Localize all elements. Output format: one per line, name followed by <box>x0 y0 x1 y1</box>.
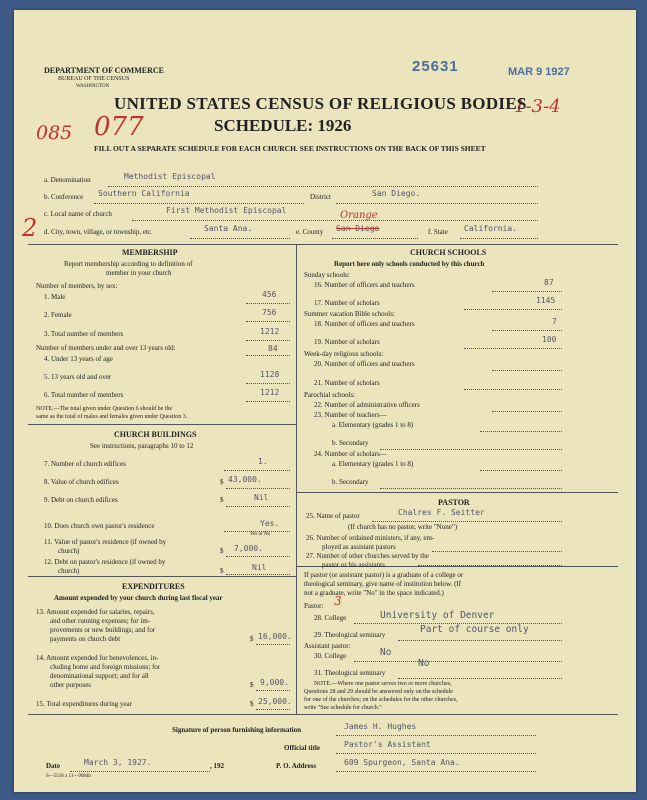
expenditures-intro: Amount expended by your church during last fiscal year <box>54 594 223 602</box>
running-expenses-label-4: payments on church debt <box>50 635 121 643</box>
conference-line <box>94 203 304 204</box>
assistant-college-label: 30. College <box>314 652 347 660</box>
benevolences-line <box>256 690 290 691</box>
by-sex-heading: Number of members, by sex: <box>36 282 118 290</box>
handwritten-code-2: 077 <box>94 112 144 142</box>
parochial-teachers-secondary-label: b. Secondary <box>332 439 369 447</box>
pastor-name-label: 25. Name of pastor <box>306 512 360 520</box>
signature-label: Signature of person furnishing information <box>172 726 301 734</box>
over-13-label: 5. 13 years old and over <box>44 373 112 381</box>
total-expenditures-label: 15. Total expenditures during year <box>36 700 132 708</box>
edifices-value-currency: $ <box>220 478 224 486</box>
parochial-teachers-secondary-line <box>380 449 562 450</box>
membership-note-1: NOTE.—The total given under Question 6 should be the <box>36 406 173 412</box>
pastor-note-4: write "See schedule for church." <box>304 705 382 711</box>
church-name-label: c. Local name of church <box>44 210 112 218</box>
edifices-count-value[interactable]: 1. <box>258 457 268 466</box>
pastor-name-line <box>372 521 562 522</box>
parochial-officers-label: 22. Number of administrative officers <box>314 401 420 409</box>
parochial-scholars-elementary-line <box>480 470 562 471</box>
running-expenses-line <box>256 644 290 645</box>
conference-value[interactable]: Southern California <box>98 189 190 198</box>
total-members-line <box>246 340 290 341</box>
residence-value-line <box>226 556 290 557</box>
assistant-ministers-line <box>432 551 562 552</box>
denomination-value[interactable]: Methodist Episcopal <box>124 172 216 181</box>
schools-bottom-rule <box>296 492 618 493</box>
county-label: e. County <box>296 228 324 236</box>
male-label: 1. Male <box>44 293 66 301</box>
assistant-seminary-value[interactable]: No <box>418 658 430 669</box>
under-13-label: 4. Under 13 years of age <box>44 355 113 363</box>
church-name-line <box>132 220 538 221</box>
other-churches-label-1: 27. Number of other churches served by the <box>306 552 429 560</box>
benevolences-label-3: denominational support; and for all <box>50 672 149 680</box>
parochial-teachers-elementary-label: a. Elementary (grades 1 to 8) <box>332 421 414 429</box>
edifices-debt-value[interactable]: Nil <box>254 493 269 502</box>
running-expenses-label-3: provements or new buildings; and for <box>50 626 156 634</box>
form-title: UNITED STATES CENSUS OF RELIGIOUS BODIES <box>114 94 527 113</box>
weekday-officers-label: 20. Number of officers and teachers <box>314 360 415 368</box>
weekday-scholars-label: 21. Number of scholars <box>314 379 380 387</box>
graduate-instructions-1: If pastor (or assistant pastor) is a graduate of a college or <box>304 571 464 579</box>
denomination-label: a. Denomination <box>44 176 91 184</box>
census-schedule-form <box>14 10 636 792</box>
pastor-seminary-label: 29. Theological seminary <box>314 631 386 639</box>
total-members-2-value[interactable]: 1212 <box>260 388 280 397</box>
assistant-college-line <box>354 661 562 662</box>
pastor-seminary-value[interactable]: Part of course only <box>420 624 529 635</box>
parochial-scholars-label: 24. Number of scholars— <box>314 450 387 458</box>
pastor-note-2: Questions 28 and 29 should be answered only on the schedule <box>304 689 453 695</box>
other-churches-label-2: pastor or his assistants <box>322 561 385 569</box>
handwritten-code: 085 <box>36 122 73 144</box>
over-13-line <box>246 383 290 384</box>
handwritten-margin-mark: 2 <box>22 214 38 242</box>
membership-intro-2: member in your church <box>106 269 172 277</box>
parochial-teachers-label: 23. Number of teachers— <box>314 411 387 419</box>
weekday-officers-line <box>492 370 562 371</box>
male-value[interactable]: 456 <box>262 290 277 299</box>
handwritten-reference: 1-3-4 <box>514 96 561 117</box>
buildings-intro: See instructions, paragraphs 10 to 12 <box>90 442 194 450</box>
summer-schools-heading: Summer vacation Bible schools: <box>304 310 395 318</box>
pastor-title: PASTOR <box>438 498 470 507</box>
membership-bottom-rule <box>28 424 296 425</box>
address-value[interactable]: 609 Spurgeon, Santa Ana. <box>344 758 460 767</box>
expenditures-title: EXPENDITURES <box>122 582 185 591</box>
assistant-seminary-label: 31. Theological seminary <box>314 669 386 677</box>
summer-scholars-label: 19. Number of scholars <box>314 338 380 346</box>
bureau-city: WASHINGTON <box>76 84 110 89</box>
assistant-education-heading: Assistant pastor: <box>304 642 351 650</box>
fill-instructions: FILL OUT A SEPARATE SCHEDULE FOR EACH CHURCH. SEE INSTRUCTIONS ON THE BACK OF THIS SHEET <box>94 144 486 153</box>
schools-intro: Report here only schools conducted by this church <box>334 260 485 268</box>
state-label: f. State <box>428 228 448 236</box>
date-label: Date <box>46 762 60 770</box>
date-value[interactable]: March 3, 1927. <box>84 758 152 767</box>
assistant-ministers-label-1: 26. Number of ordained ministers, if any, em- <box>306 534 435 542</box>
district-line <box>336 203 538 204</box>
weekday-schools-heading: Week-day religious schools: <box>304 350 384 358</box>
summer-scholars-line <box>464 348 562 349</box>
summer-scholars-value[interactable]: 100 <box>542 335 557 344</box>
other-churches-line <box>418 565 562 566</box>
residence-debt-currency: $ <box>220 567 224 575</box>
department-name: DEPARTMENT OF COMMERCE <box>44 66 165 75</box>
residence-value-currency: $ <box>220 547 224 555</box>
summer-officers-line <box>492 330 562 331</box>
state-value[interactable]: California. <box>464 224 517 233</box>
summer-officers-value[interactable]: 7 <box>552 317 557 326</box>
pastor-name-value[interactable]: Chalres F. Seitter <box>398 508 485 517</box>
edifices-count-label: 7. Number of church edifices <box>44 460 126 468</box>
residence-value-label-1: 11. Value of pastor's residence (if owned by <box>44 538 167 546</box>
total-members-2-line <box>246 401 290 402</box>
buildings-title: CHURCH BUILDINGS <box>114 430 197 439</box>
buildings-bottom-rule <box>28 576 296 577</box>
sunday-schools-heading: Sunday schools: <box>304 271 350 279</box>
female-label: 2. Female <box>44 311 72 319</box>
church-name-value[interactable]: First Methodist Episcopal <box>166 206 287 215</box>
membership-title: MEMBERSHIP <box>122 248 178 257</box>
running-expenses-currency: $ <box>250 635 254 643</box>
membership-intro-1: Report membership according to definition of <box>64 260 193 268</box>
residence-debt-value[interactable]: Nil <box>252 563 267 572</box>
signature-line <box>336 735 536 736</box>
total-members-label: 3. Total number of members <box>44 330 124 338</box>
parochial-scholars-elementary-label: a. Elementary (grades 1 to 8) <box>332 460 414 468</box>
graduate-instructions-2: theological seminary, give name of institution below. (If <box>304 580 462 588</box>
male-line <box>246 303 290 304</box>
pastor-education-heading: Pastor: <box>304 602 324 610</box>
received-date-stamp: MAR 9 1927 <box>508 66 570 78</box>
summer-officers-label: 18. Number of officers and teachers <box>314 320 415 328</box>
city-label: d. City, town, village, or township, etc. <box>44 228 153 236</box>
edifices-debt-currency: $ <box>220 496 224 504</box>
sunday-scholars-value[interactable]: 1145 <box>536 296 556 305</box>
form-grid-bottom <box>28 714 618 715</box>
official-title-line <box>336 753 536 754</box>
residence-debt-label-2: church) <box>58 567 80 575</box>
pastor-college-label: 28. College <box>314 614 347 622</box>
female-value[interactable]: 756 <box>262 308 277 317</box>
total-expenditures-line <box>256 709 290 710</box>
weekday-scholars-line <box>464 389 562 390</box>
sunday-scholars-line <box>464 309 562 310</box>
benevolences-label-1: 14. Amount expended for benevolences, in- <box>36 654 159 662</box>
pastor-seminary-line <box>398 640 562 641</box>
over-13-value[interactable]: 1128 <box>260 370 280 379</box>
sunday-officers-value[interactable]: 87 <box>544 278 554 287</box>
graduate-instructions-3: not a graduate, write "No" in the space indicated.) <box>304 589 444 597</box>
benevolences-label-4: other purposes <box>50 681 92 689</box>
parochial-schools-heading: Parochial schools: <box>304 391 356 399</box>
benevolences-currency: $ <box>250 681 254 689</box>
parochial-scholars-secondary-line <box>380 488 562 489</box>
under-13-line <box>246 355 290 356</box>
edifices-count-line <box>224 470 290 471</box>
form-number: S—5518 a 11—9084b <box>46 774 91 779</box>
city-line <box>190 238 290 239</box>
parochial-teachers-elementary-line <box>480 431 562 432</box>
running-expenses-value[interactable]: 16,000. <box>258 632 292 641</box>
residence-owned-label: 10. Does church own pastor's residence <box>44 522 155 530</box>
assistant-college-value[interactable]: No <box>380 647 392 658</box>
sunday-officers-label: 16. Number of officers and teachers <box>314 281 415 289</box>
residence-debt-label-1: 12. Debt on pastor's residence (if owned by <box>44 558 166 566</box>
bureau-name: BUREAU OF THE CENSUS <box>58 76 130 82</box>
county-line <box>332 238 418 239</box>
official-title-value[interactable]: Pastor's Assistant <box>344 740 431 749</box>
residence-owned-hint: Yes or No <box>250 532 271 537</box>
assistant-ministers-label-2: ployed as assistant pastors <box>322 543 396 551</box>
residence-value-amount[interactable]: 7,000. <box>234 544 263 553</box>
running-expenses-label-2: and other running expenses; for im- <box>50 617 151 625</box>
benevolences-value[interactable]: 9,000. <box>260 678 289 687</box>
district-value[interactable]: San Diego. <box>372 189 421 198</box>
under-13-value[interactable]: 84 <box>268 344 278 353</box>
edifices-value-label: 8. Value of church edifices <box>44 478 119 486</box>
schedule-title: SCHEDULE: 1926 <box>214 116 352 135</box>
benevolences-label-2: cluding home and foreign missions; for <box>50 663 161 671</box>
parochial-scholars-secondary-label: b. Secondary <box>332 478 369 486</box>
county-correction: Orange <box>340 210 378 221</box>
edifices-value-line <box>226 488 290 489</box>
residence-debt-line <box>226 574 290 575</box>
denomination-line <box>108 186 538 187</box>
date-line <box>70 771 210 772</box>
form-grid-divider <box>296 244 297 714</box>
address-line <box>336 771 536 772</box>
city-value[interactable]: Santa Ana. <box>204 224 253 233</box>
edifices-debt-label: 9. Debt on church edifices <box>44 496 118 504</box>
signature-value[interactable]: James H. Hughes <box>344 722 417 731</box>
conference-label: b. Conference <box>44 193 84 201</box>
pastor-name-hint: (If church has no pastor, write "None") <box>348 523 458 531</box>
state-line <box>460 238 538 239</box>
residence-value-label-2: church) <box>58 547 80 555</box>
age-heading: Number of members under and over 13 years old: <box>36 344 176 352</box>
sunday-officers-line <box>492 291 562 292</box>
pastor-college-value[interactable]: University of Denver <box>380 610 495 621</box>
running-expenses-label-1: 13. Amount expended for salaries, repairs, <box>36 608 155 616</box>
form-grid-top <box>28 244 618 245</box>
assistant-seminary-line <box>398 678 562 679</box>
parochial-officers-line <box>492 411 562 412</box>
schools-title: CHURCH SCHOOLS <box>410 248 487 257</box>
pastor-handwritten-mark: 3 <box>334 594 342 608</box>
address-label: P. O. Address <box>276 762 317 770</box>
county-value[interactable]: San Diego <box>336 224 380 233</box>
serial-number-stamp: 25631 <box>412 58 459 75</box>
residence-owned-value[interactable]: Yes. <box>260 519 280 528</box>
total-expenditures-currency: $ <box>250 700 254 708</box>
pastor-note-1: NOTE.—Where one pastor serves two or more churches, <box>314 681 452 687</box>
edifices-debt-line <box>226 506 290 507</box>
sunday-scholars-label: 17. Number of scholars <box>314 299 380 307</box>
female-line <box>246 321 290 322</box>
total-expenditures-value[interactable]: 25,000. <box>258 697 292 706</box>
official-title-label: Official title <box>284 744 320 752</box>
total-members-value[interactable]: 1212 <box>260 327 280 336</box>
membership-note-2: same as the total of males and females given under Question 3. <box>36 414 188 420</box>
district-label: District <box>310 193 331 201</box>
pastor-note-3: for one of the churches; on the schedules for the other churches, <box>304 697 458 703</box>
date-year-suffix: , 192 <box>210 762 224 770</box>
total-members-2-label: 6. Total number of members <box>44 391 124 399</box>
edifices-value-amount[interactable]: 43,000. <box>228 475 262 484</box>
